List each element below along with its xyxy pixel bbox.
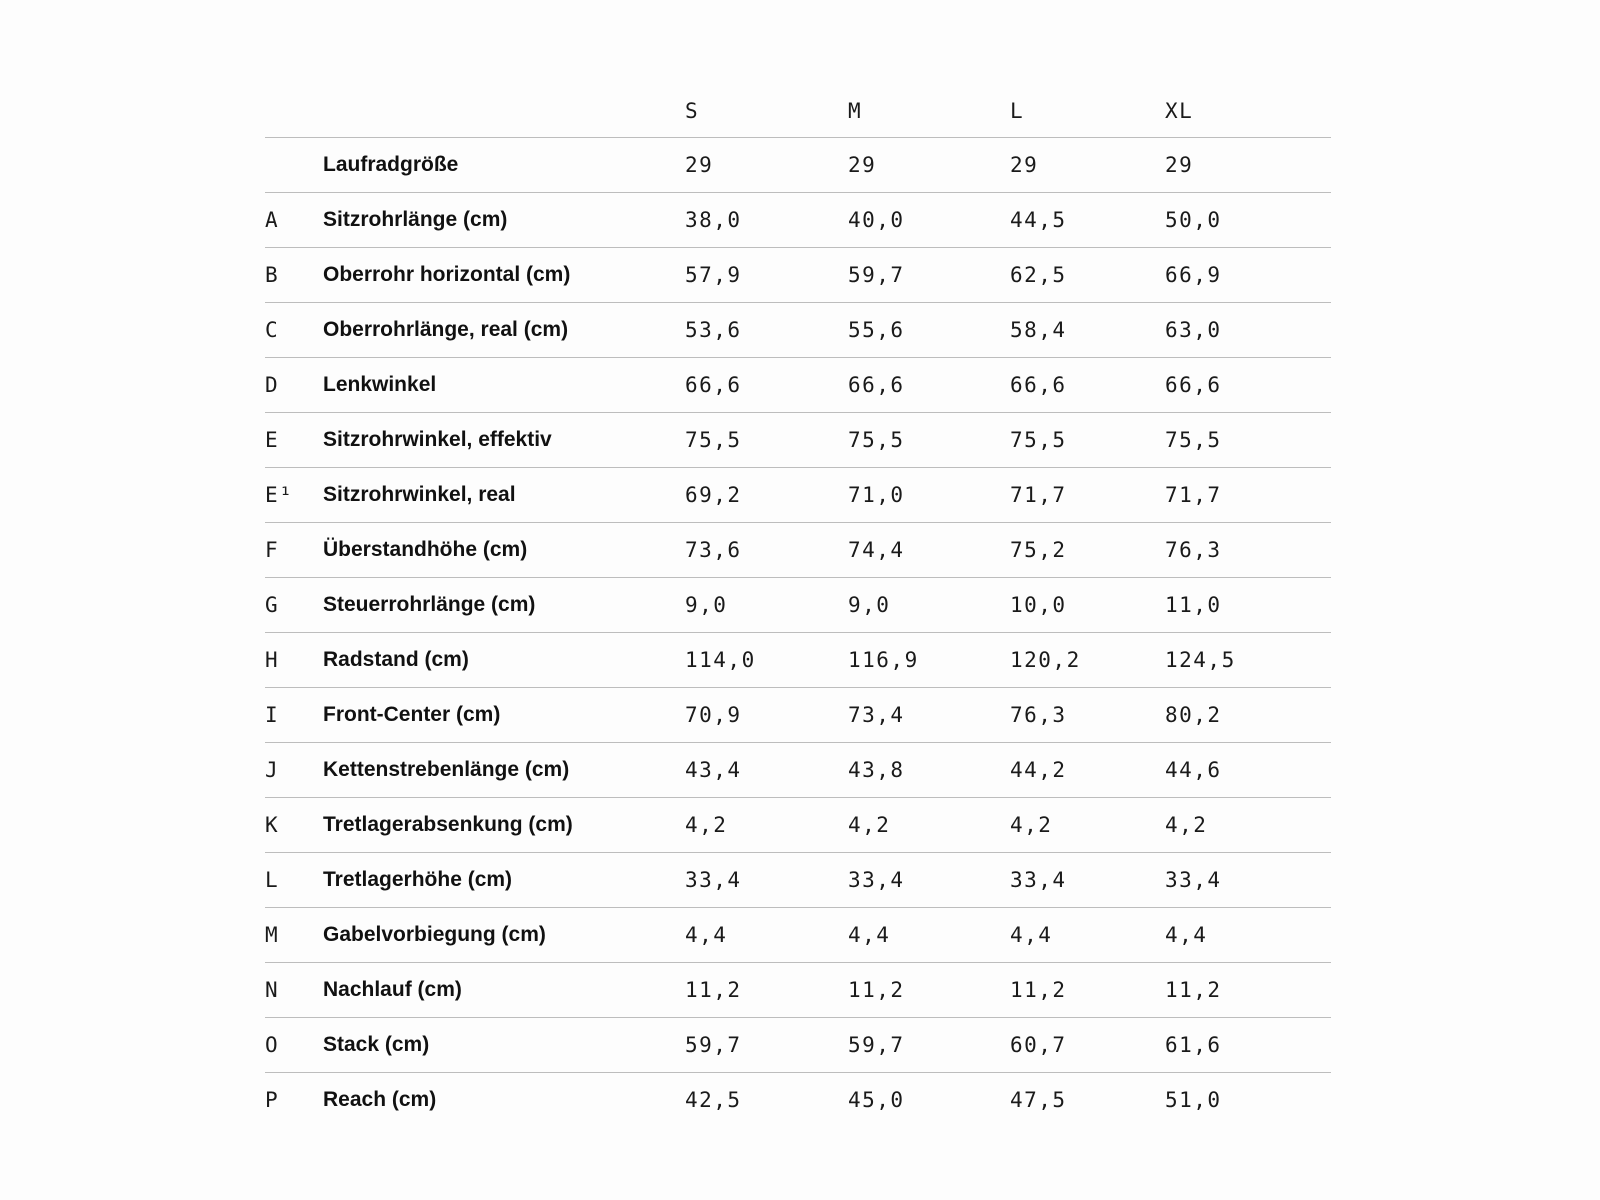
- cell-size-l: 75,2: [1010, 523, 1165, 578]
- cell-size-xl: 71,7: [1165, 468, 1331, 523]
- cell-size-xl: 33,4: [1165, 853, 1331, 908]
- table-row: [265, 798, 1331, 853]
- cell-size-m: 59,7: [848, 248, 1010, 303]
- row-label: Nachlauf (cm): [323, 963, 685, 1018]
- cell-size-l: 4,2: [1010, 798, 1165, 853]
- cell-size-s: 114,0: [685, 633, 848, 688]
- cell-size-xl: 51,0: [1165, 1073, 1331, 1128]
- row-label: Steuerrohrlänge (cm): [323, 578, 685, 633]
- cell-size-m: 40,0: [848, 193, 1010, 248]
- cell-size-m: 4,2: [848, 798, 1010, 853]
- cell-size-s: 70,9: [685, 688, 848, 743]
- cell-size-m: 29: [848, 138, 1010, 193]
- cell-size-m: 45,0: [848, 1073, 1010, 1128]
- cell-size-xl: 50,0: [1165, 193, 1331, 248]
- row-letter: N: [265, 963, 323, 1018]
- cell-size-s: 59,7: [685, 1018, 848, 1073]
- cell-size-l: 58,4: [1010, 303, 1165, 358]
- cell-size-xl: 66,6: [1165, 358, 1331, 413]
- cell-size-m: 4,4: [848, 908, 1010, 963]
- geometry-table: [265, 84, 1331, 1127]
- cell-size-xl: 29: [1165, 138, 1331, 193]
- table-row: [265, 248, 1331, 303]
- letter-column-header: [265, 84, 323, 138]
- row-letter: F: [265, 523, 323, 578]
- cell-size-l: 75,5: [1010, 413, 1165, 468]
- size-header-s: S: [685, 98, 700, 123]
- cell-size-m: 59,7: [848, 1018, 1010, 1073]
- row-label: Laufradgröße: [323, 138, 685, 193]
- row-label: Kettenstrebenlänge (cm): [323, 743, 685, 798]
- cell-size-l: 71,7: [1010, 468, 1165, 523]
- cell-size-s: 42,5: [685, 1073, 848, 1128]
- cell-size-m: 55,6: [848, 303, 1010, 358]
- cell-size-l: 10,0: [1010, 578, 1165, 633]
- table-row: [265, 193, 1331, 248]
- cell-size-m: 11,2: [848, 963, 1010, 1018]
- cell-size-s: 57,9: [685, 248, 848, 303]
- cell-size-m: 66,6: [848, 358, 1010, 413]
- cell-size-s: 4,4: [685, 908, 848, 963]
- cell-size-s: 9,0: [685, 578, 848, 633]
- row-letter: K: [265, 798, 323, 853]
- cell-size-xl: 4,2: [1165, 798, 1331, 853]
- cell-size-xl: 63,0: [1165, 303, 1331, 358]
- row-letter: A: [265, 193, 323, 248]
- cell-size-l: 29: [1010, 138, 1165, 193]
- row-letter: G: [265, 578, 323, 633]
- cell-size-l: 62,5: [1010, 248, 1165, 303]
- row-label: Gabelvorbiegung (cm): [323, 908, 685, 963]
- cell-size-xl: 76,3: [1165, 523, 1331, 578]
- row-letter: J: [265, 743, 323, 798]
- cell-size-xl: 11,2: [1165, 963, 1331, 1018]
- cell-size-m: 74,4: [848, 523, 1010, 578]
- cell-size-l: 60,7: [1010, 1018, 1165, 1073]
- table-row: [265, 358, 1331, 413]
- row-label: Radstand (cm): [323, 633, 685, 688]
- row-label: Tretlagerhöhe (cm): [323, 853, 685, 908]
- row-label: Oberrohr horizontal (cm): [323, 248, 685, 303]
- cell-size-s: 29: [685, 138, 848, 193]
- table-row: [265, 523, 1331, 578]
- cell-size-m: 73,4: [848, 688, 1010, 743]
- label-column-header: [323, 84, 685, 138]
- cell-size-s: 75,5: [685, 413, 848, 468]
- table-row: [265, 908, 1331, 963]
- row-label: Lenkwinkel: [323, 358, 685, 413]
- table-row: [265, 853, 1331, 908]
- table-row: [265, 413, 1331, 468]
- row-letter: [265, 138, 323, 193]
- table-row: [265, 688, 1331, 743]
- cell-size-s: 33,4: [685, 853, 848, 908]
- row-letter: L: [265, 853, 323, 908]
- cell-size-s: 53,6: [685, 303, 848, 358]
- cell-size-m: 43,8: [848, 743, 1010, 798]
- size-header-row: [265, 84, 1331, 138]
- table-row: [265, 633, 1331, 688]
- cell-size-s: 4,2: [685, 798, 848, 853]
- table-row: [265, 303, 1331, 358]
- cell-size-l: 4,4: [1010, 908, 1165, 963]
- table-row: [265, 1073, 1331, 1128]
- row-label: Sitzrohrwinkel, real: [323, 468, 685, 523]
- cell-size-s: 66,6: [685, 358, 848, 413]
- cell-size-xl: 4,4: [1165, 908, 1331, 963]
- cell-size-l: 76,3: [1010, 688, 1165, 743]
- row-label: Überstandhöhe (cm): [323, 523, 685, 578]
- cell-size-xl: 75,5: [1165, 413, 1331, 468]
- geometry-table-container: [265, 84, 1331, 1127]
- cell-size-xl: 61,6: [1165, 1018, 1331, 1073]
- row-letter: B: [265, 248, 323, 303]
- row-letter: M: [265, 908, 323, 963]
- table-row: [265, 138, 1331, 193]
- row-letter: E¹: [265, 468, 323, 523]
- row-label: Sitzrohrlänge (cm): [323, 193, 685, 248]
- row-label: Tretlagerabsenkung (cm): [323, 798, 685, 853]
- row-label: Reach (cm): [323, 1073, 685, 1128]
- cell-size-s: 11,2: [685, 963, 848, 1018]
- cell-size-m: 71,0: [848, 468, 1010, 523]
- cell-size-xl: 80,2: [1165, 688, 1331, 743]
- row-letter: I: [265, 688, 323, 743]
- size-header-xl: XL: [1165, 98, 1194, 123]
- table-row: [265, 743, 1331, 798]
- cell-size-m: 33,4: [848, 853, 1010, 908]
- table-row: [265, 963, 1331, 1018]
- table-row: [265, 1018, 1331, 1073]
- cell-size-l: 47,5: [1010, 1073, 1165, 1128]
- row-letter: D: [265, 358, 323, 413]
- cell-size-m: 116,9: [848, 633, 1010, 688]
- size-header-l: L: [1010, 98, 1025, 123]
- cell-size-xl: 11,0: [1165, 578, 1331, 633]
- row-label: Oberrohrlänge, real (cm): [323, 303, 685, 358]
- cell-size-l: 44,5: [1010, 193, 1165, 248]
- cell-size-s: 38,0: [685, 193, 848, 248]
- cell-size-s: 43,4: [685, 743, 848, 798]
- cell-size-xl: 44,6: [1165, 743, 1331, 798]
- table-row: [265, 468, 1331, 523]
- cell-size-l: 11,2: [1010, 963, 1165, 1018]
- cell-size-l: 33,4: [1010, 853, 1165, 908]
- row-label: Sitzrohrwinkel, effektiv: [323, 413, 685, 468]
- row-label: Front-Center (cm): [323, 688, 685, 743]
- row-letter: C: [265, 303, 323, 358]
- cell-size-s: 69,2: [685, 468, 848, 523]
- cell-size-l: 44,2: [1010, 743, 1165, 798]
- row-letter: O: [265, 1018, 323, 1073]
- cell-size-m: 9,0: [848, 578, 1010, 633]
- cell-size-xl: 66,9: [1165, 248, 1331, 303]
- cell-size-l: 120,2: [1010, 633, 1165, 688]
- row-label: Stack (cm): [323, 1018, 685, 1073]
- row-letter: P: [265, 1073, 323, 1128]
- cell-size-xl: 124,5: [1165, 633, 1331, 688]
- row-letter: E: [265, 413, 323, 468]
- cell-size-l: 66,6: [1010, 358, 1165, 413]
- table-row: [265, 578, 1331, 633]
- cell-size-s: 73,6: [685, 523, 848, 578]
- row-letter: H: [265, 633, 323, 688]
- size-header-m: M: [848, 98, 863, 123]
- cell-size-m: 75,5: [848, 413, 1010, 468]
